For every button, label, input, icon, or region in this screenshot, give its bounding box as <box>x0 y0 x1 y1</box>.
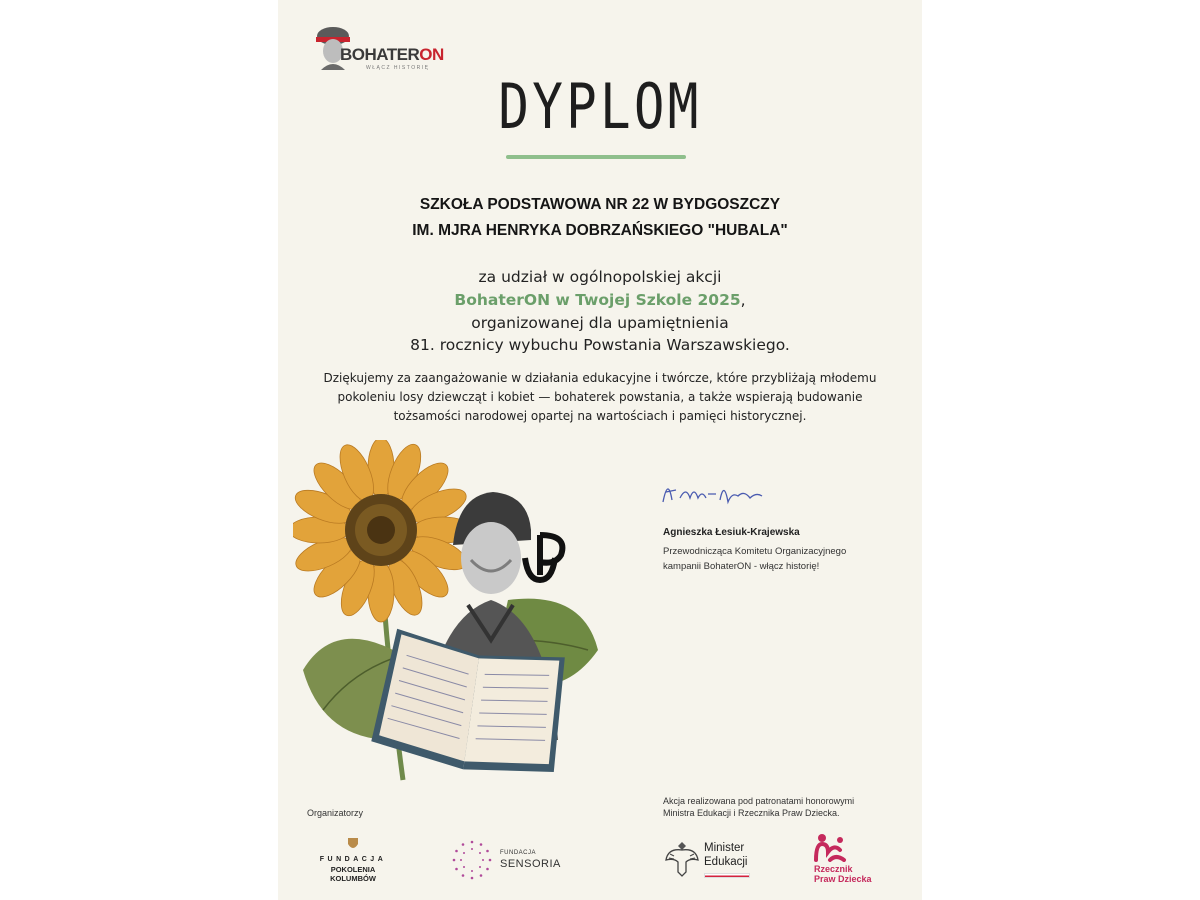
sunflower-heroine-illustration <box>293 440 623 785</box>
thanks-line2: pokoleniu losy dziewcząt i kobiet — bohaterek powstania, a także wspierają budowanie <box>337 390 863 404</box>
rpd-figures-icon <box>814 832 850 862</box>
campaign-comma: , <box>740 291 746 309</box>
kotwica-symbol <box>525 535 562 580</box>
signatory-name: Agnieszka Łesiuk-Krajewska <box>663 527 800 538</box>
patronage-line1: Akcja realizowana pod patronatami honorowymi <box>663 796 855 806</box>
org2-line1: FUNDACJA <box>500 850 537 856</box>
org2-line2: SENSORIA <box>500 858 561 870</box>
sunflower-head <box>293 440 473 622</box>
title-underline <box>506 155 686 159</box>
fundacja-sensoria-logo <box>450 838 570 882</box>
polish-flag-bar <box>704 873 750 878</box>
fundacja-pokolenia-kolumbow-logo <box>308 836 398 883</box>
thanks-line3: tożsamości narodowej opartej na wartościach i pamięci historycznej. <box>393 409 807 423</box>
rzecznik-praw-dziecka-logo <box>814 832 884 882</box>
diploma-page <box>278 0 922 900</box>
handwritten-signature <box>658 472 778 512</box>
org1-line2: POKOLENIA KOLUMBÓW <box>330 865 376 883</box>
thanks-line1: Dziękujemy za zaangażowanie w działania edukacyjne i twórcze, które przybliżają młodemu <box>323 371 877 385</box>
rpd-line1: Rzecznik <box>814 864 853 874</box>
campaign-name: BohaterON w Twojej Szkole 2025 <box>454 291 741 309</box>
award-line2 <box>278 291 922 309</box>
org1-line1: FUNDACJA <box>319 856 387 863</box>
minister-line1: Minister <box>704 842 745 854</box>
sensoria-dots-icon <box>450 838 494 882</box>
award-line1: za udział w ogólnopolskiej akcji <box>478 268 722 286</box>
school-name-line2: IM. MJRA HENRYKA DOBRZAŃSKIEGO "HUBALA" <box>412 222 788 239</box>
award-line4: 81. rocznicy wybuchu Powstania Warszawskiego. <box>410 336 790 354</box>
signatory-role-line1: Przewodnicząca Komitetu Organizacyjnego <box>663 546 847 557</box>
logo-tagline: WŁĄCZ HISTORIĘ <box>366 65 430 71</box>
school-name-line1: SZKOŁA PODSTAWOWA NR 22 W BYDGOSZCZY <box>419 196 781 213</box>
signatory-role-line2: kampanii BohaterON - włącz historię! <box>663 561 820 572</box>
logo-text: BOHATERON <box>340 45 444 64</box>
fpk-emblem-icon <box>346 836 360 852</box>
bohateron-logo <box>308 24 458 74</box>
rpd-line2: Praw Dziecka <box>814 874 872 884</box>
minister-edukacji-logo <box>664 836 754 880</box>
polish-eagle-icon <box>664 838 700 878</box>
patronage-line2: Ministra Edukacji i Rzecznika Praw Dziecka. <box>663 808 840 818</box>
organizers-label: Organizatorzy <box>307 808 364 818</box>
minister-line2: Edukacji <box>704 856 748 868</box>
award-line3: organizowanej dla upamiętnienia <box>471 314 729 332</box>
diploma-title: DYPLOM <box>498 70 702 143</box>
